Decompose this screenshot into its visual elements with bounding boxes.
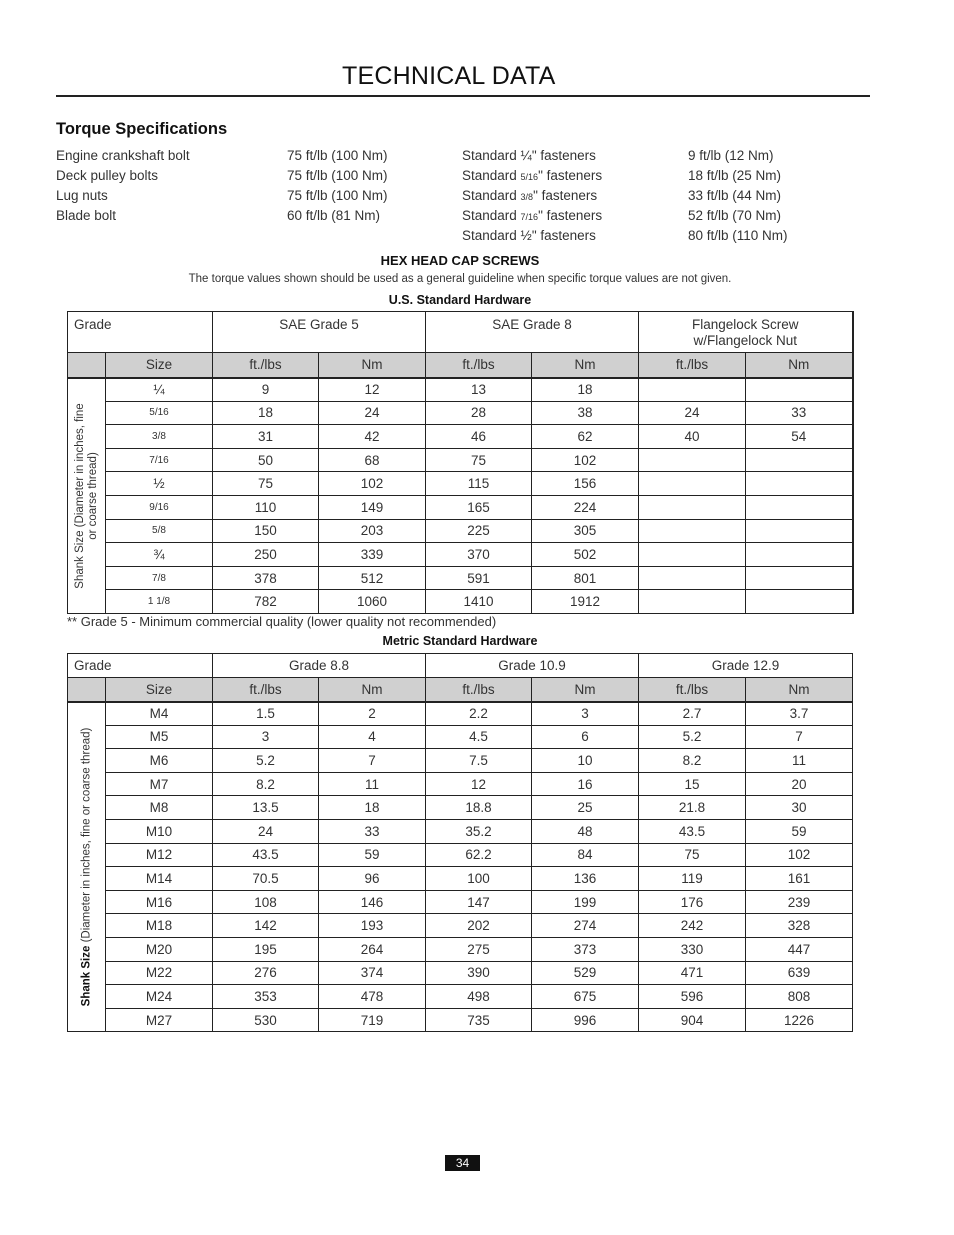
value-cell — [639, 472, 746, 496]
col-sae8-nm: Nm — [532, 353, 639, 378]
value-cell: 3 — [213, 725, 319, 749]
value-cell: 330 — [639, 937, 746, 961]
value-cell: 18 — [532, 378, 639, 402]
spec-label-suffix: " fasteners — [538, 168, 603, 183]
hex-heading: HEX HEAD CAP SCREWS — [380, 253, 540, 268]
value-cell: 147 — [426, 890, 532, 914]
corner-cell — [68, 678, 106, 702]
value-cell: 4.5 — [426, 725, 532, 749]
value-cell: 1410 — [426, 590, 532, 614]
value-cell — [639, 519, 746, 543]
spec-label — [462, 168, 602, 183]
table-row — [68, 378, 853, 402]
value-cell: 156 — [532, 472, 639, 496]
value-cell: 96 — [319, 867, 426, 891]
size-cell: M20 — [106, 937, 213, 961]
value-cell — [639, 495, 746, 519]
value-cell: 100 — [426, 867, 532, 891]
spec-label-suffix: " fasteners — [531, 228, 596, 243]
value-cell: 4 — [319, 725, 426, 749]
value-cell: 8.2 — [639, 749, 746, 773]
value-cell: 471 — [639, 961, 746, 985]
value-cell: 274 — [532, 914, 639, 938]
corner-cell — [68, 353, 106, 378]
table-row — [68, 914, 853, 938]
page-number: 34 — [445, 1155, 480, 1171]
value-cell: 54 — [746, 425, 853, 449]
table-row — [68, 566, 853, 590]
table-row — [68, 543, 853, 567]
col-sae5-ftlbs: ft./lbs — [213, 353, 319, 378]
group-grade-10-9: Grade 10.9 — [426, 654, 639, 678]
value-cell: 1060 — [319, 590, 426, 614]
value-cell: 328 — [746, 914, 853, 938]
value-cell: 16 — [532, 772, 639, 796]
value-cell: 18.8 — [426, 796, 532, 820]
grade-label: Grade — [68, 654, 213, 678]
page-title: TECHNICAL DATA — [342, 62, 556, 90]
table-row — [68, 843, 853, 867]
shank-size-label — [68, 378, 106, 614]
size-cell: M16 — [106, 890, 213, 914]
value-cell: 6 — [532, 725, 639, 749]
value-cell: 150 — [213, 519, 319, 543]
value-cell: 239 — [746, 890, 853, 914]
grade-footnote: ** Grade 5 - Minimum commercial quality (lower quality not recommended) — [67, 614, 497, 629]
size-cell: M6 — [106, 749, 213, 773]
spec-value: 75 ft/lb (100 Nm) — [287, 168, 388, 183]
table-row — [68, 495, 853, 519]
table-row — [68, 725, 853, 749]
value-cell: 46 — [426, 425, 532, 449]
spec-value: 33 ft/lb (44 Nm) — [688, 188, 782, 203]
value-cell: 224 — [532, 495, 639, 519]
col-sae8-ftlbs: ft./lbs — [426, 353, 532, 378]
value-cell — [746, 495, 853, 519]
value-cell: 110 — [213, 495, 319, 519]
value-cell — [746, 590, 853, 614]
value-cell: 275 — [426, 937, 532, 961]
value-cell: 1912 — [532, 590, 639, 614]
value-cell: 502 — [532, 543, 639, 567]
grade-label: Grade — [68, 312, 213, 353]
value-cell: 50 — [213, 448, 319, 472]
value-cell: 11 — [319, 772, 426, 796]
value-cell: 5.2 — [639, 725, 746, 749]
value-cell: 24 — [639, 401, 746, 425]
value-cell: 62.2 — [426, 843, 532, 867]
spec-label-fraction: 7/16 — [520, 212, 539, 222]
group-sae-grade-5: SAE Grade 5 — [213, 312, 426, 353]
shank-size-text — [80, 728, 93, 1007]
value-cell: 48 — [532, 819, 639, 843]
value-cell: 59 — [319, 843, 426, 867]
table-row — [68, 796, 853, 820]
value-cell — [639, 448, 746, 472]
table-row — [68, 1008, 853, 1032]
table-row — [68, 448, 853, 472]
value-cell: 21.8 — [639, 796, 746, 820]
col-109-ftlbs: ft./lbs — [426, 678, 532, 702]
value-cell — [746, 472, 853, 496]
value-cell: 13.5 — [213, 796, 319, 820]
value-cell: 30 — [746, 796, 853, 820]
value-cell: 373 — [532, 937, 639, 961]
value-cell: 68 — [319, 448, 426, 472]
value-cell: 42 — [319, 425, 426, 449]
value-cell: 339 — [319, 543, 426, 567]
value-cell: 7 — [319, 749, 426, 773]
table-row — [68, 749, 853, 773]
value-cell — [639, 378, 746, 402]
value-cell: 75 — [213, 472, 319, 496]
spec-value: 9 ft/lb (12 Nm) — [688, 148, 774, 163]
spec-label-fraction: 5/16 — [520, 172, 539, 182]
value-cell: 202 — [426, 914, 532, 938]
value-cell: 142 — [213, 914, 319, 938]
shank-size-bold: Shank Size — [80, 945, 92, 1007]
table-row — [68, 890, 853, 914]
size-cell: M18 — [106, 914, 213, 938]
group-flangelock-line-2: w/Flangelock Nut — [693, 333, 798, 348]
group-flangelock — [639, 312, 853, 353]
value-cell: 242 — [639, 914, 746, 938]
spec-label: Deck pulley bolts — [56, 168, 159, 183]
value-cell: 108 — [213, 890, 319, 914]
value-cell: 33 — [319, 819, 426, 843]
spec-value: 18 ft/lb (25 Nm) — [688, 168, 782, 183]
size-cell: ¾ — [106, 543, 213, 567]
value-cell: 43.5 — [213, 843, 319, 867]
value-cell: 31 — [213, 425, 319, 449]
value-cell: 370 — [426, 543, 532, 567]
value-cell: 165 — [426, 495, 532, 519]
size-cell: M27 — [106, 1008, 213, 1032]
metric-table-heading: Metric Standard Hardware — [382, 634, 538, 648]
value-cell — [746, 566, 853, 590]
value-cell: 24 — [319, 401, 426, 425]
value-cell: 18 — [213, 401, 319, 425]
value-cell: 3 — [532, 702, 639, 726]
table-row — [68, 985, 853, 1009]
shank-size-text — [74, 403, 100, 588]
value-cell: 102 — [746, 843, 853, 867]
value-cell: 10 — [532, 749, 639, 773]
col-88-ftlbs: ft./lbs — [213, 678, 319, 702]
value-cell: 195 — [213, 937, 319, 961]
value-cell: 719 — [319, 1008, 426, 1032]
col-129-nm: Nm — [746, 678, 853, 702]
value-cell: 305 — [532, 519, 639, 543]
size-cell: M7 — [106, 772, 213, 796]
spec-label-prefix: Standard — [462, 228, 521, 243]
value-cell: 20 — [746, 772, 853, 796]
size-cell: ¼ — [106, 378, 213, 402]
value-cell: 40 — [639, 425, 746, 449]
value-cell: 149 — [319, 495, 426, 519]
table-row — [68, 401, 853, 425]
value-cell: 18 — [319, 796, 426, 820]
group-flangelock-line-1: Flangelock Screw — [692, 317, 799, 332]
value-cell: 591 — [426, 566, 532, 590]
shank-size-line-2: or coarse thread) — [86, 451, 99, 540]
value-cell: 1226 — [746, 1008, 853, 1032]
size-cell: 1 1/8 — [106, 590, 213, 614]
size-cell: M8 — [106, 796, 213, 820]
value-cell: 225 — [426, 519, 532, 543]
value-cell: 1.5 — [213, 702, 319, 726]
value-cell: 161 — [746, 867, 853, 891]
size-cell: M10 — [106, 819, 213, 843]
spec-label-prefix: Standard — [462, 168, 521, 183]
value-cell: 146 — [319, 890, 426, 914]
spec-label-prefix: Standard — [462, 188, 521, 203]
value-cell — [746, 543, 853, 567]
spec-label-fraction: ¼ — [520, 148, 532, 163]
value-cell: 11 — [746, 749, 853, 773]
value-cell: 782 — [213, 590, 319, 614]
value-cell: 378 — [213, 566, 319, 590]
value-cell: 203 — [319, 519, 426, 543]
us-standard-table — [67, 311, 854, 614]
table-row — [68, 702, 853, 726]
value-cell: 193 — [319, 914, 426, 938]
value-cell — [639, 566, 746, 590]
value-cell: 15 — [639, 772, 746, 796]
size-cell: 9/16 — [106, 495, 213, 519]
table-row — [68, 472, 853, 496]
value-cell: 25 — [532, 796, 639, 820]
metric-standard-table — [67, 653, 853, 1032]
shank-size-label — [68, 702, 106, 1032]
spec-label-suffix: " fasteners — [538, 208, 603, 223]
spec-value: 52 ft/lb (70 Nm) — [688, 208, 782, 223]
size-label: Size — [106, 353, 213, 378]
value-cell: 530 — [213, 1008, 319, 1032]
value-cell: 7 — [746, 725, 853, 749]
value-cell: 43.5 — [639, 819, 746, 843]
value-cell: 24 — [213, 819, 319, 843]
value-cell: 498 — [426, 985, 532, 1009]
value-cell: 35.2 — [426, 819, 532, 843]
spec-label — [462, 228, 596, 243]
value-cell: 13 — [426, 378, 532, 402]
size-cell: 3/8 — [106, 425, 213, 449]
value-cell: 75 — [639, 843, 746, 867]
value-cell: 808 — [746, 985, 853, 1009]
value-cell: 512 — [319, 566, 426, 590]
table-row — [68, 867, 853, 891]
spec-label: Engine crankshaft bolt — [56, 148, 190, 163]
value-cell: 102 — [319, 472, 426, 496]
value-cell: 7.5 — [426, 749, 532, 773]
value-cell: 2.7 — [639, 702, 746, 726]
value-cell — [746, 448, 853, 472]
value-cell: 70.5 — [213, 867, 319, 891]
value-cell: 390 — [426, 961, 532, 985]
size-cell: 5/8 — [106, 519, 213, 543]
size-cell: 5/16 — [106, 401, 213, 425]
size-cell: M4 — [106, 702, 213, 726]
table-row — [68, 819, 853, 843]
value-cell: 801 — [532, 566, 639, 590]
spec-label — [462, 188, 597, 203]
size-label: Size — [106, 678, 213, 702]
size-cell: M14 — [106, 867, 213, 891]
value-cell: 276 — [213, 961, 319, 985]
size-cell: M22 — [106, 961, 213, 985]
torque-heading: Torque Specifications — [56, 120, 228, 138]
value-cell: 176 — [639, 890, 746, 914]
value-cell: 374 — [319, 961, 426, 985]
value-cell: 675 — [532, 985, 639, 1009]
col-flange-nm: Nm — [746, 353, 853, 378]
value-cell: 996 — [532, 1008, 639, 1032]
group-grade-8-8: Grade 8.8 — [213, 654, 426, 678]
value-cell: 102 — [532, 448, 639, 472]
col-109-nm: Nm — [532, 678, 639, 702]
size-cell: M12 — [106, 843, 213, 867]
table-row — [68, 961, 853, 985]
value-cell: 904 — [639, 1008, 746, 1032]
value-cell: 9 — [213, 378, 319, 402]
spec-label-fraction: ½ — [520, 228, 532, 243]
value-cell: 199 — [532, 890, 639, 914]
table-row — [68, 425, 853, 449]
group-grade-12-9: Grade 12.9 — [639, 654, 853, 678]
size-cell: M24 — [106, 985, 213, 1009]
table-row — [68, 519, 853, 543]
col-flange-ftlbs: ft./lbs — [639, 353, 746, 378]
value-cell: 447 — [746, 937, 853, 961]
spec-label-prefix: Standard — [462, 208, 521, 223]
spec-value: 75 ft/lb (100 Nm) — [287, 188, 388, 203]
shank-size-line-1: Shank Size (Diameter in inches, fine — [73, 403, 86, 589]
value-cell: 84 — [532, 843, 639, 867]
value-cell: 2 — [319, 702, 426, 726]
value-cell: 28 — [426, 401, 532, 425]
value-cell — [639, 590, 746, 614]
spec-value: 75 ft/lb (100 Nm) — [287, 148, 388, 163]
col-sae5-nm: Nm — [319, 353, 426, 378]
value-cell: 264 — [319, 937, 426, 961]
size-cell: ½ — [106, 472, 213, 496]
spec-label: Lug nuts — [56, 188, 108, 203]
us-table-heading: U.S. Standard Hardware — [388, 293, 532, 307]
value-cell: 12 — [319, 378, 426, 402]
spec-value: 60 ft/lb (81 Nm) — [287, 208, 381, 223]
spec-label-suffix: " fasteners — [531, 148, 596, 163]
hex-note: The torque values shown should be used as a general guideline when specific torque values are not given. — [188, 273, 732, 285]
value-cell: 115 — [426, 472, 532, 496]
spec-label: Blade bolt — [56, 208, 117, 223]
value-cell: 639 — [746, 961, 853, 985]
value-cell: 529 — [532, 961, 639, 985]
table-row — [68, 772, 853, 796]
spec-value: 80 ft/lb (110 Nm) — [688, 228, 788, 243]
col-129-ftlbs: ft./lbs — [639, 678, 746, 702]
spec-label — [462, 208, 602, 223]
value-cell: 62 — [532, 425, 639, 449]
value-cell: 136 — [532, 867, 639, 891]
value-cell: 5.2 — [213, 749, 319, 773]
spec-label-fraction: 3/8 — [520, 192, 534, 202]
value-cell: 8.2 — [213, 772, 319, 796]
value-cell: 3.7 — [746, 702, 853, 726]
value-cell: 2.2 — [426, 702, 532, 726]
spec-label-suffix: " fasteners — [533, 188, 598, 203]
size-cell: 7/8 — [106, 566, 213, 590]
value-cell: 353 — [213, 985, 319, 1009]
shank-size-rest: (Diameter in inches, fine or coarse thread) — [80, 727, 92, 946]
value-cell: 478 — [319, 985, 426, 1009]
title-rule — [56, 95, 870, 97]
value-cell: 250 — [213, 543, 319, 567]
value-cell: 59 — [746, 819, 853, 843]
spec-label-prefix: Standard — [462, 148, 521, 163]
size-cell: 7/16 — [106, 448, 213, 472]
group-sae-grade-8: SAE Grade 8 — [426, 312, 639, 353]
value-cell: 596 — [639, 985, 746, 1009]
value-cell: 119 — [639, 867, 746, 891]
spec-label — [462, 148, 596, 163]
col-88-nm: Nm — [319, 678, 426, 702]
value-cell — [746, 519, 853, 543]
size-cell: M5 — [106, 725, 213, 749]
value-cell — [639, 543, 746, 567]
value-cell: 33 — [746, 401, 853, 425]
value-cell: 12 — [426, 772, 532, 796]
value-cell: 38 — [532, 401, 639, 425]
table-row — [68, 590, 853, 614]
value-cell: 75 — [426, 448, 532, 472]
table-row — [68, 937, 853, 961]
value-cell: 735 — [426, 1008, 532, 1032]
value-cell — [746, 378, 853, 402]
